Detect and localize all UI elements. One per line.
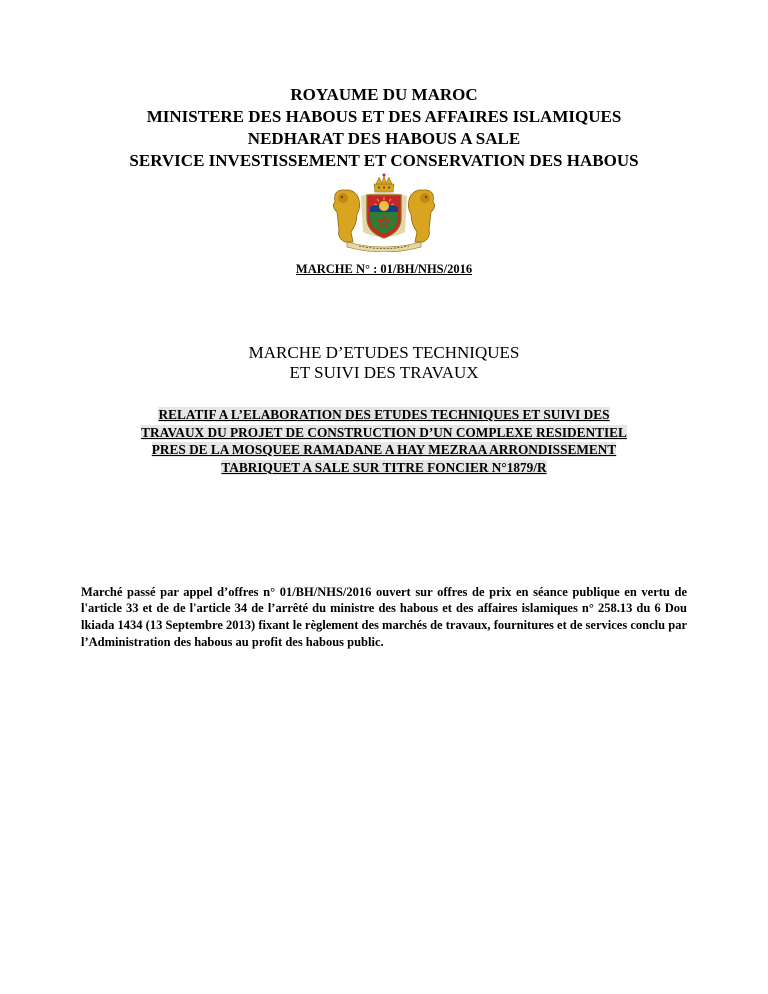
subject-line-3: PRES DE LA MOSQUEE RAMADANE A HAY MEZRAA ARRONDISSEMENT — [151, 442, 617, 457]
header-ministry: MINISTERE DES HABOUS ET DES AFFAIRES ISLAMIQUES — [146, 107, 622, 126]
left-lion-icon — [333, 190, 359, 242]
subject-line-2: TRAVAUX DU PROJET DE CONSTRUCTION D’UN COMPLEXE RESIDENTIEL — [141, 424, 627, 440]
header-nedharat: NEDHARAT DES HABOUS A SALE — [247, 129, 521, 148]
document-header — [0, 84, 768, 172]
header-kingdom: ROYAUME DU MAROC — [290, 85, 478, 104]
project-subject — [0, 406, 768, 476]
document-title — [0, 343, 768, 383]
marche-number: MARCHE N° : 01/BH/NHS/2016 — [295, 262, 473, 276]
contract-description-paragraph: Marché passé par appel d’offres n° 01/BH/NHS/2016 ouvert sur offres de prix en séance publique en vertu de l'article 33 et de de l'article 34 de l’arrêté du ministre des habous et des affaires islamiques n° 258.13 du 6 Dou lkiada 1434 (13 Septembre 2013) fixant le règlement des marchés de travaux, fournitures et de services conclu par l’Administration des habous au profit des habous public. — [81, 584, 687, 649]
subject-line-1: RELATIF A L’ELABORATION DES ETUDES TECHNIQUES ET SUIVI DES — [158, 407, 610, 422]
shield-icon — [367, 195, 401, 238]
title-line-1: MARCHE D’ETUDES TECHNIQUES — [248, 343, 520, 362]
title-line-2: ET SUIVI DES TRAVAUX — [289, 363, 479, 382]
crown-icon — [374, 174, 394, 193]
right-lion-icon — [408, 190, 434, 242]
subject-line-4: TABRIQUET A SALE SUR TITRE FONCIER N°1879/R — [221, 459, 547, 475]
coat-of-arms-emblem — [327, 172, 441, 252]
header-service: SERVICE INVESTISSEMENT ET CONSERVATION DES HABOUS — [129, 151, 639, 170]
ribbon-icon — [347, 242, 421, 252]
